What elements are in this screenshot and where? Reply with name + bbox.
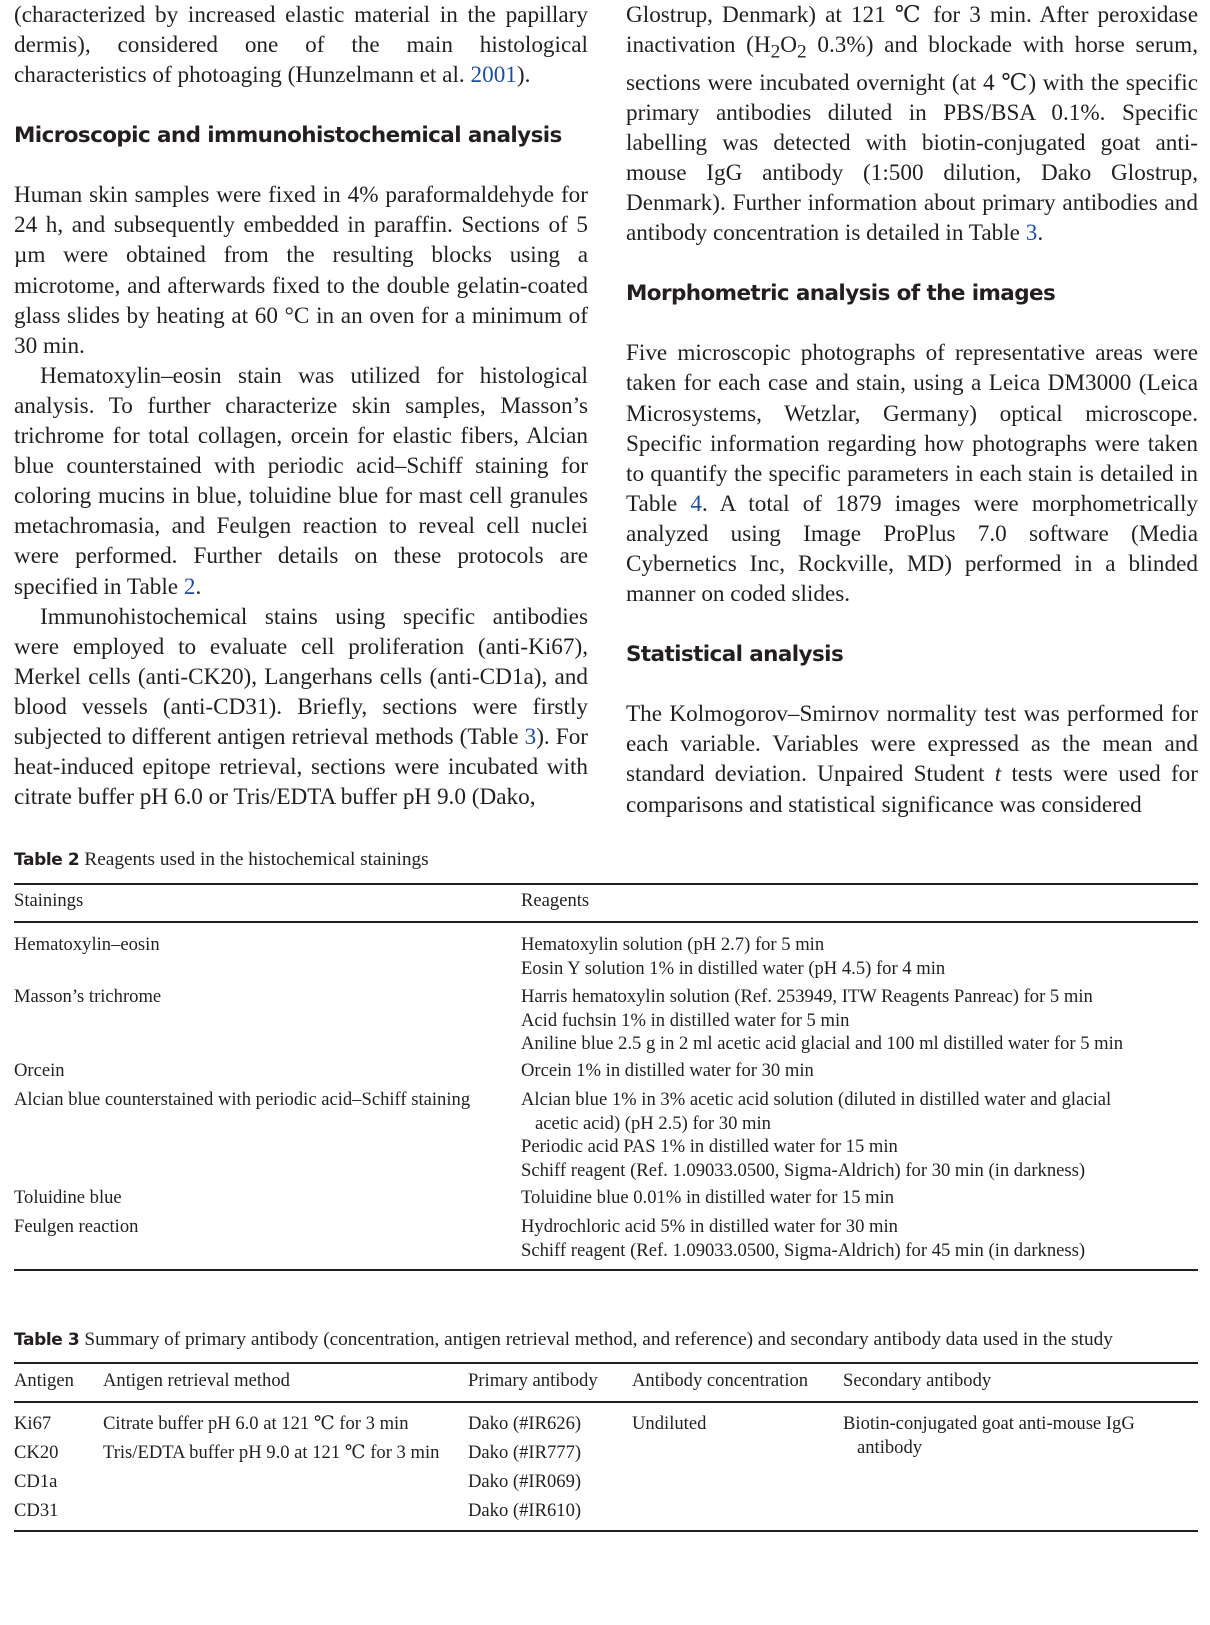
right-column xyxy=(626,0,1198,820)
reagent-line-continued: acetic acid) (pH 2.5) for 30 min xyxy=(535,1112,771,1134)
ihc-paragraph xyxy=(14,602,588,813)
secondary-line: Biotin-conjugated goat anti-mouse IgG xyxy=(843,1413,1135,1434)
table-3-header-secondary: Secondary antibody xyxy=(843,1370,992,1391)
reagent-line: Harris hematoxylin solution (Ref. 253949, ITW Reagents Panreac) for 5 min xyxy=(521,986,1093,1007)
table-2-caption-text: Reagents used in the histochemical stainings xyxy=(84,849,429,870)
heading-morphometric-analysis: Morphometric analysis of the images xyxy=(626,281,1056,307)
table-3-antigen-cell: Ki67 xyxy=(14,1413,52,1434)
reagent-line: Alcian blue 1% in 3% acetic acid solution (diluted in distilled water and glacial xyxy=(521,1089,1112,1110)
table-3-antigen-cell: CK20 xyxy=(14,1442,59,1463)
table-2-caption xyxy=(14,848,429,872)
table-2-staining-cell: Toluidine blue xyxy=(14,1187,122,1208)
intro-text: (characterized by increased elastic material in the papillary dermis), considered one of the main histological characteristics of photoaging ( xyxy=(14,2,588,89)
table-2-staining-cell: Feulgen reaction xyxy=(14,1216,139,1237)
reagent-line: Schiff reagent (Ref. 1.09033.0500, Sigma-Aldrich) for 45 min (in darkness) xyxy=(521,1239,1086,1261)
table-2-header-stainings: Stainings xyxy=(14,890,84,911)
stains-text-end: . xyxy=(195,573,202,600)
citation-authors: Hunzelmann et al. xyxy=(295,62,471,89)
table-2-reagents-cell xyxy=(521,1215,1085,1262)
table-2-reagents-cell xyxy=(521,985,1123,1056)
reagent-line: Periodic acid PAS 1% in distilled water for 15 min xyxy=(521,1136,898,1158)
reagent-line: Hydrochloric acid 5% in distilled water for 30 min xyxy=(521,1216,898,1237)
subscript-2: 2 xyxy=(770,41,781,63)
table-2-staining-cell: Alcian blue counterstained with periodic acid–Schiff staining xyxy=(14,1089,471,1110)
table-3-top-rule xyxy=(14,1362,1198,1364)
table-2-bottom-rule xyxy=(14,1269,1198,1271)
reagent-line: Schiff reagent (Ref. 1.09033.0500, Sigma-Aldrich) for 30 min (in darkness) xyxy=(521,1159,1086,1181)
continued-text-2: O xyxy=(780,32,798,59)
table-3-antigen-cell: CD31 xyxy=(14,1500,59,1521)
table-3-retrieval-cell: Citrate buffer pH 6.0 at 121 ℃ for 3 min xyxy=(103,1413,409,1434)
morphometric-text-end: . A total of 1879 images were morphometrically analyzed using Image ProPlus 7.0 software (Media Cybernetics Inc, Rockville, MD) performed in a blinded manner on coded slides. xyxy=(626,490,1198,608)
morphometric-text: Five microscopic photographs of representative areas were taken for each case and stain, using a Leica DM3000 (Leica Microsystems, Wetzlar, Germany) optical microscope. Specific information regarding how photographs were taken to quantify the specific parameters in each stain is detailed in Table xyxy=(626,340,1198,517)
table-3-link[interactable]: 3 xyxy=(1025,220,1038,247)
table-2-reagents-cell xyxy=(521,1059,814,1083)
table-3-caption-text: Summary of primary antibody (concentration, antigen retrieval method, and reference) and secondary antibody data used in the study xyxy=(84,1329,1113,1350)
table-3-header-retrieval: Antigen retrieval method xyxy=(103,1370,290,1391)
table-3-antigen-cell: CD1a xyxy=(14,1471,58,1492)
table-3-primary-cell: Dako (#IR626) xyxy=(468,1413,582,1434)
table-2-label: Table 2 xyxy=(14,850,80,870)
reagent-line: Acid fuchsin 1% in distilled water for 5 min xyxy=(521,1009,850,1031)
continued-text-end: . xyxy=(1037,220,1044,247)
continued-paragraph xyxy=(626,0,1198,248)
reagent-line: Toluidine blue 0.01% in distilled water for 15 min xyxy=(521,1187,895,1208)
table-3-header-primary: Primary antibody xyxy=(468,1370,598,1391)
morphometric-paragraph xyxy=(626,338,1198,609)
ihc-text-end: ). For heat-induced epitope retrieval, sections were incubated with citrate buffer pH 6.0 or Tris/EDTA buffer pH 9.0 (Dako, xyxy=(14,723,589,811)
fixation-paragraph: Human skin samples were fixed in 4% paraformaldehyde for 24 h, and subsequently embedded in paraffin. Sections of 5 µm were obtained from the resulting blocks using a microtome, and afterwards fixed to the double gelatin-coated glass slides by heating at 60 °C in an oven for a minimum of 30 min. xyxy=(14,182,588,359)
table-2-header-reagents: Reagents xyxy=(521,890,590,911)
table-3-primary-cell: Dako (#IR069) xyxy=(468,1471,582,1492)
reagent-line: Orcein 1% in distilled water for 30 min xyxy=(521,1060,814,1081)
table-2-top-rule xyxy=(14,883,1198,885)
table-3-primary-cell: Dako (#IR777) xyxy=(468,1442,582,1463)
table-3-label: Table 3 xyxy=(14,1330,80,1350)
secondary-line-continued: antibody xyxy=(857,1436,923,1458)
intro-paragraph xyxy=(14,0,588,90)
table-3-link[interactable]: 3 xyxy=(524,723,537,750)
table-3-header-antigen: Antigen xyxy=(14,1370,74,1391)
table-4-link[interactable]: 4 xyxy=(690,490,702,517)
reagent-line: Hematoxylin solution (pH 2.7) for 5 min xyxy=(521,934,825,955)
table-3-retrieval-cell: Tris/EDTA buffer pH 9.0 at 121 ℃ for 3 min xyxy=(103,1442,440,1463)
heading-microscopic-analysis: Microscopic and immunohistochemical analysis xyxy=(14,123,562,149)
table-2-reagents-cell xyxy=(521,933,945,980)
continued-text-1: Glostrup, Denmark) at 121 ℃ for 3 min. After peroxidase inactivation (H xyxy=(626,2,1198,59)
stains-paragraph xyxy=(14,361,588,602)
table-3-primary-cell: Dako (#IR610) xyxy=(468,1500,582,1521)
statistical-paragraph xyxy=(626,699,1198,819)
table-2-staining-cell: Hematoxylin–eosin xyxy=(14,934,160,955)
statistical-text-end: tests were used for comparisons and statistical significance was considered xyxy=(626,761,1198,818)
table-2-staining-cell: Orcein xyxy=(14,1060,65,1081)
italic-t: t xyxy=(994,761,1002,788)
stains-text: Hematoxylin–eosin stain was utilized for histological analysis. To further characterize skin samples, Masson’s trichrome for total collagen, orcein for elastic fibers, Alcian blue counterstained with periodic acid–Schiff staining for coloring mucins in blue, toluidine blue for mast cell granules metachromasia, and Feulgen reaction to reveal cell nuclei were performed. Further details on these protocols are specified in Table xyxy=(14,362,588,600)
table-3-header-rule xyxy=(14,1401,1198,1403)
table-2-header-rule xyxy=(14,921,1198,923)
table-3-bottom-rule xyxy=(14,1530,1198,1532)
table-3-concentration-cell: Undiluted xyxy=(632,1413,707,1434)
table-2-link[interactable]: 2 xyxy=(183,573,196,600)
table-3-header-concentration: Antibody concentration xyxy=(632,1370,809,1391)
table-3-caption xyxy=(14,1328,1113,1352)
reagent-line: Eosin Y solution 1% in distilled water (pH 4.5) for 4 min xyxy=(521,957,946,979)
citation-link-hunzelmann-2001[interactable]: 2001 xyxy=(470,62,517,89)
table-2-staining-cell: Masson’s trichrome xyxy=(14,986,162,1007)
statistical-text: The Kolmogorov–Smirnov normality test was performed for each variable. Variables were expressed as the mean and standard deviation. Unpaired Student xyxy=(626,701,1198,788)
left-column xyxy=(14,0,588,812)
heading-statistical-analysis: Statistical analysis xyxy=(626,642,844,668)
ihc-text: Immunohistochemical stains using specific antibodies were employed to evaluate cell proliferation (anti-Ki67), Merkel cells (anti-CK20), Langerhans cells (anti-CD1a), and blood vessels (anti-CD31). Briefly, sections were firstly subjected to different antigen retrieval methods (Table xyxy=(14,603,588,750)
table-3-secondary-cell xyxy=(843,1412,1135,1459)
reagent-line: Aniline blue 2.5 g in 2 ml acetic acid glacial and 100 ml distilled water for 5 min xyxy=(521,1033,1124,1055)
table-2-reagents-cell xyxy=(521,1186,894,1210)
table-2-reagents-cell xyxy=(521,1088,1111,1182)
intro-text-end: ). xyxy=(516,62,531,89)
subscript-2: 2 xyxy=(797,41,807,63)
continued-text-3: 0.3%) and blockade with horse serum, sections were incubated overnight (at 4 ℃) with the specific primary antibodies diluted in PBS/BSA 0.1%. Specific labelling was detected with biotin-conjugated goat anti-mouse IgG antibody (1:500 dilution, Dako Glostrup, Denmark). Further information about primary antibodies and antibody concentration is detailed in Table xyxy=(626,32,1198,247)
